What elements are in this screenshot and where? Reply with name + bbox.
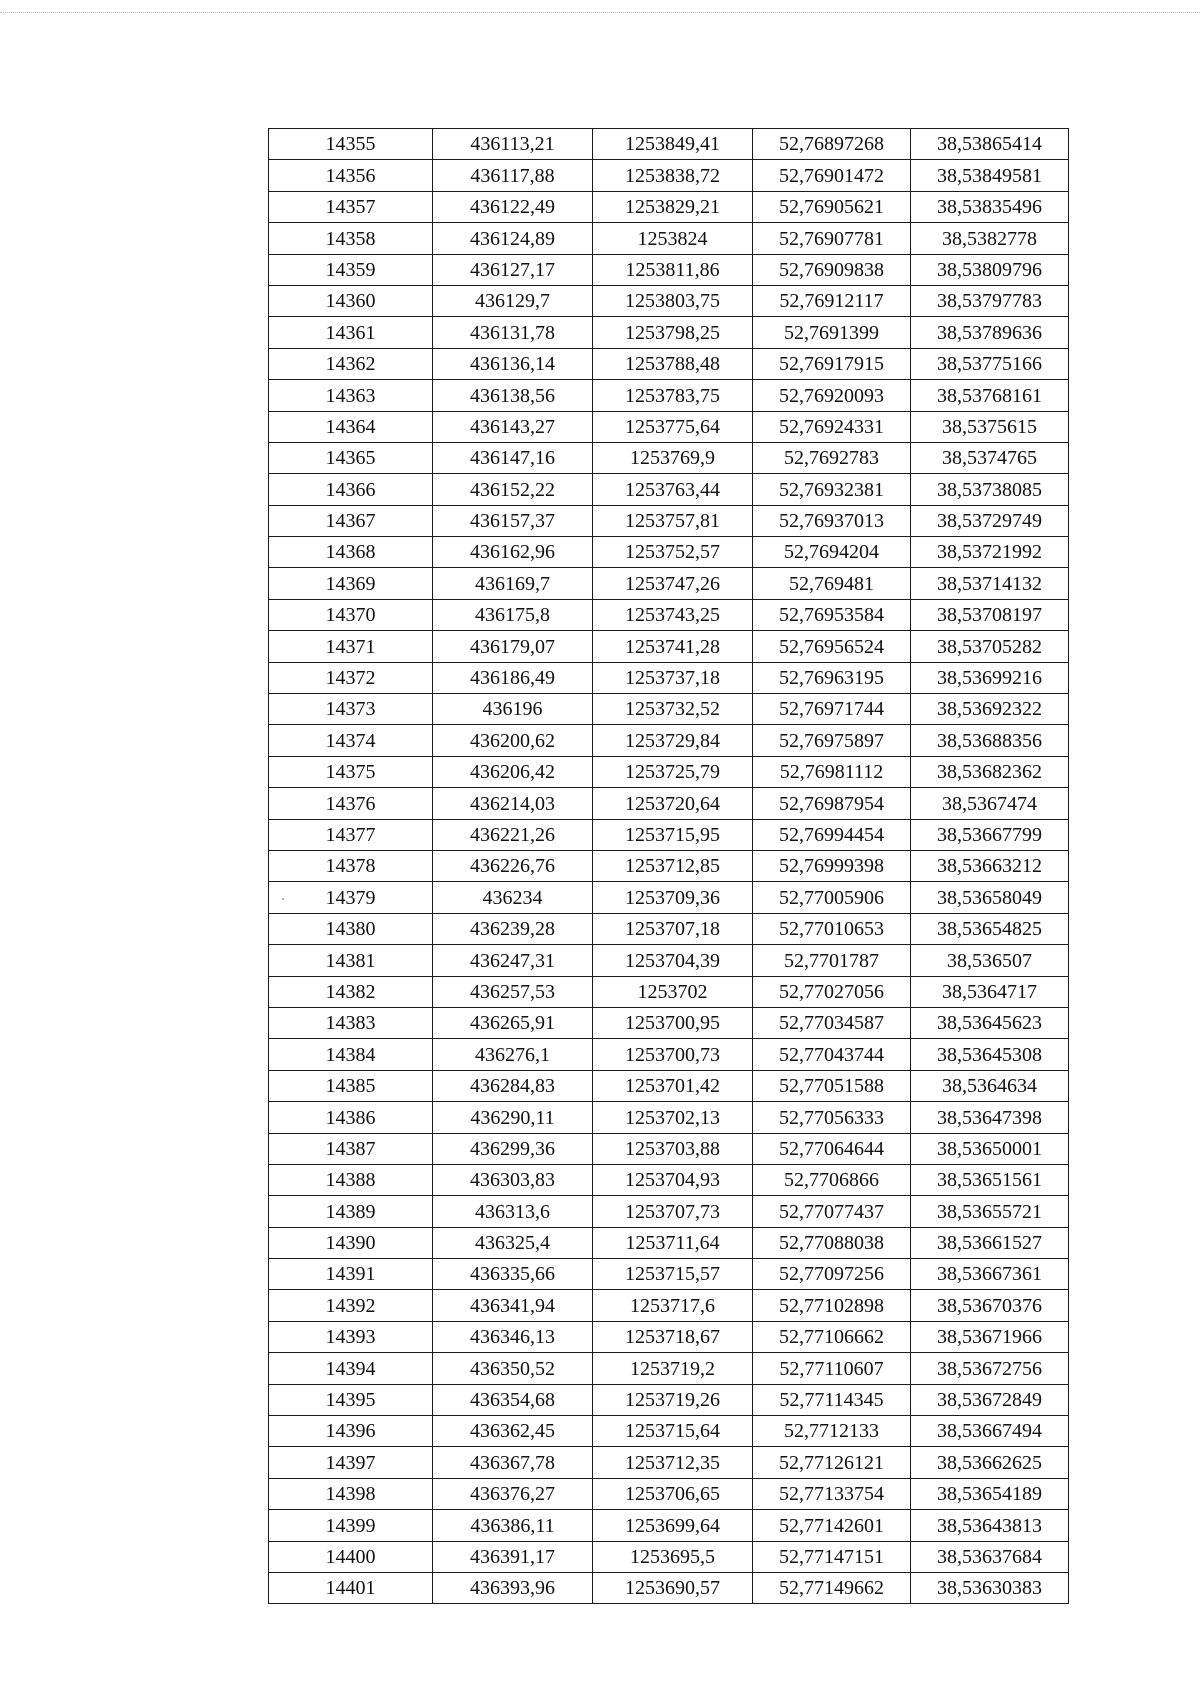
x-coordinate-cell: 436265,91 [433, 1007, 593, 1038]
point-number-cell: 14376 [269, 788, 433, 819]
longitude-cell: 38,53655721 [911, 1196, 1069, 1227]
longitude-cell: 38,5364717 [911, 976, 1069, 1007]
x-coordinate-cell: 436313,6 [433, 1196, 593, 1227]
latitude-cell: 52,77043744 [753, 1039, 911, 1070]
point-number-cell: 14399 [269, 1510, 433, 1541]
table-row [269, 1510, 1069, 1541]
latitude-cell: 52,77051588 [753, 1070, 911, 1101]
latitude-cell: 52,77110607 [753, 1353, 911, 1384]
longitude-cell: 38,53645623 [911, 1007, 1069, 1038]
table-row [269, 1007, 1069, 1038]
x-coordinate-cell: 436129,7 [433, 285, 593, 316]
x-coordinate-cell: 436391,17 [433, 1541, 593, 1572]
y-coordinate-cell: 1253707,18 [593, 913, 753, 944]
longitude-cell: 38,53672756 [911, 1353, 1069, 1384]
y-coordinate-cell: 1253743,25 [593, 599, 753, 630]
point-number-cell: 14385 [269, 1070, 433, 1101]
latitude-cell: 52,76905621 [753, 191, 911, 222]
table-row [269, 254, 1069, 285]
longitude-cell: 38,53645308 [911, 1039, 1069, 1070]
y-coordinate-cell: 1253715,57 [593, 1259, 753, 1290]
latitude-cell: 52,77064644 [753, 1133, 911, 1164]
longitude-cell: 38,5375615 [911, 411, 1069, 442]
table-row [269, 976, 1069, 1007]
x-coordinate-cell: 436257,53 [433, 976, 593, 1007]
table-row [269, 1070, 1069, 1101]
latitude-cell: 52,7694204 [753, 537, 911, 568]
longitude-cell: 38,53797783 [911, 285, 1069, 316]
x-coordinate-cell: 436136,14 [433, 348, 593, 379]
point-number-cell: 14387 [269, 1133, 433, 1164]
y-coordinate-cell: 1253752,57 [593, 537, 753, 568]
point-number-cell: 14368 [269, 537, 433, 568]
x-coordinate-cell: 436393,96 [433, 1572, 593, 1603]
x-coordinate-cell: 436239,28 [433, 913, 593, 944]
latitude-cell: 52,76907781 [753, 223, 911, 254]
x-coordinate-cell: 436117,88 [433, 160, 593, 191]
y-coordinate-cell: 1253720,64 [593, 788, 753, 819]
x-coordinate-cell: 436367,78 [433, 1447, 593, 1478]
latitude-cell: 52,77077437 [753, 1196, 911, 1227]
table-row [269, 756, 1069, 787]
latitude-cell: 52,76953584 [753, 599, 911, 630]
latitude-cell: 52,77106662 [753, 1321, 911, 1352]
x-coordinate-cell: 436214,03 [433, 788, 593, 819]
table-row [269, 505, 1069, 536]
x-coordinate-cell: 436346,13 [433, 1321, 593, 1352]
table-row [269, 1541, 1069, 1572]
y-coordinate-cell: 1253788,48 [593, 348, 753, 379]
table-row [269, 317, 1069, 348]
point-number-cell: 14395 [269, 1384, 433, 1415]
scan-edge-line [0, 12, 1200, 13]
longitude-cell: 38,53705282 [911, 631, 1069, 662]
point-number-cell: 14358 [269, 223, 433, 254]
point-number-cell: 14394 [269, 1353, 433, 1384]
latitude-cell: 52,76901472 [753, 160, 911, 191]
table-row [269, 819, 1069, 850]
point-number-cell: 14393 [269, 1321, 433, 1352]
table-row [269, 1478, 1069, 1509]
point-number-cell: 14401 [269, 1572, 433, 1603]
latitude-cell: 52,76963195 [753, 662, 911, 693]
latitude-cell: 52,7691399 [753, 317, 911, 348]
table-row [269, 568, 1069, 599]
point-number-cell: 14363 [269, 380, 433, 411]
longitude-cell: 38,53721992 [911, 537, 1069, 568]
x-coordinate-cell: 436122,49 [433, 191, 593, 222]
latitude-cell: 52,77056333 [753, 1102, 911, 1133]
y-coordinate-cell: 1253732,52 [593, 694, 753, 725]
longitude-cell: 38,53630383 [911, 1572, 1069, 1603]
latitude-cell: 52,76917915 [753, 348, 911, 379]
longitude-cell: 38,53654825 [911, 913, 1069, 944]
y-coordinate-cell: 1253717,6 [593, 1290, 753, 1321]
x-coordinate-cell: 436162,96 [433, 537, 593, 568]
table-row [269, 631, 1069, 662]
latitude-cell: 52,76999398 [753, 850, 911, 881]
longitude-cell: 38,53688356 [911, 725, 1069, 756]
point-number-cell: 14390 [269, 1227, 433, 1258]
point-number-cell: 14378 [269, 850, 433, 881]
table-row [269, 1572, 1069, 1603]
x-coordinate-cell: 436147,16 [433, 442, 593, 473]
longitude-cell: 38,53663212 [911, 850, 1069, 881]
x-coordinate-cell: 436303,83 [433, 1164, 593, 1195]
x-coordinate-cell: 436152,22 [433, 474, 593, 505]
longitude-cell: 38,53865414 [911, 129, 1069, 160]
table-row [269, 788, 1069, 819]
table-row [269, 1133, 1069, 1164]
x-coordinate-cell: 436131,78 [433, 317, 593, 348]
point-number-cell: 14360 [269, 285, 433, 316]
point-number-cell: 14372 [269, 662, 433, 693]
x-coordinate-cell: 436206,42 [433, 756, 593, 787]
longitude-cell: 38,53643813 [911, 1510, 1069, 1541]
point-number-cell: 14382 [269, 976, 433, 1007]
longitude-cell: 38,53835496 [911, 191, 1069, 222]
y-coordinate-cell: 1253803,75 [593, 285, 753, 316]
x-coordinate-cell: 436299,36 [433, 1133, 593, 1164]
latitude-cell: 52,77126121 [753, 1447, 911, 1478]
latitude-cell: 52,77142601 [753, 1510, 911, 1541]
point-number-cell: 14366 [269, 474, 433, 505]
y-coordinate-cell: 1253747,26 [593, 568, 753, 599]
point-number-cell: 14400 [269, 1541, 433, 1572]
longitude-cell: 38,53714132 [911, 568, 1069, 599]
y-coordinate-cell: 1253798,25 [593, 317, 753, 348]
x-coordinate-cell: 436124,89 [433, 223, 593, 254]
y-coordinate-cell: 1253811,86 [593, 254, 753, 285]
point-number-cell: 14388 [269, 1164, 433, 1195]
y-coordinate-cell: 1253719,26 [593, 1384, 753, 1415]
latitude-cell: 52,77114345 [753, 1384, 911, 1415]
y-coordinate-cell: 1253704,39 [593, 945, 753, 976]
longitude-cell: 38,53654189 [911, 1478, 1069, 1509]
latitude-cell: 52,7706866 [753, 1164, 911, 1195]
latitude-cell: 52,77097256 [753, 1259, 911, 1290]
y-coordinate-cell: 1253701,42 [593, 1070, 753, 1101]
y-coordinate-cell: 1253711,64 [593, 1227, 753, 1258]
point-number-cell: 14371 [269, 631, 433, 662]
longitude-cell: 38,53692322 [911, 694, 1069, 725]
x-coordinate-cell: 436226,76 [433, 850, 593, 881]
longitude-cell: 38,53672849 [911, 1384, 1069, 1415]
longitude-cell: 38,53775166 [911, 348, 1069, 379]
latitude-cell: 52,7712133 [753, 1416, 911, 1447]
point-number-cell: 14397 [269, 1447, 433, 1478]
x-coordinate-cell: 436169,7 [433, 568, 593, 599]
point-number-cell: 14359 [269, 254, 433, 285]
latitude-cell: 52,77147151 [753, 1541, 911, 1572]
x-coordinate-cell: 436196 [433, 694, 593, 725]
x-coordinate-cell: 436138,56 [433, 380, 593, 411]
x-coordinate-cell: 436325,4 [433, 1227, 593, 1258]
latitude-cell: 52,76909838 [753, 254, 911, 285]
latitude-cell: 52,77005906 [753, 882, 911, 913]
point-number-cell: 14383 [269, 1007, 433, 1038]
y-coordinate-cell: 1253707,73 [593, 1196, 753, 1227]
x-coordinate-cell: 436179,07 [433, 631, 593, 662]
x-coordinate-cell: 436335,66 [433, 1259, 593, 1290]
y-coordinate-cell: 1253700,95 [593, 1007, 753, 1038]
table-row [269, 662, 1069, 693]
point-number-cell: 14384 [269, 1039, 433, 1070]
longitude-cell: 38,53637684 [911, 1541, 1069, 1572]
table-row [269, 1416, 1069, 1447]
point-number-cell: 14392 [269, 1290, 433, 1321]
longitude-cell: 38,53789636 [911, 317, 1069, 348]
table-row [269, 129, 1069, 160]
latitude-cell: 52,7701787 [753, 945, 911, 976]
y-coordinate-cell: 1253838,72 [593, 160, 753, 191]
table-row [269, 1227, 1069, 1258]
table-row [269, 882, 1069, 913]
table-row [269, 474, 1069, 505]
table-row [269, 160, 1069, 191]
table-row [269, 380, 1069, 411]
y-coordinate-cell: 1253757,81 [593, 505, 753, 536]
point-number-cell: 14381 [269, 945, 433, 976]
longitude-cell: 38,53650001 [911, 1133, 1069, 1164]
longitude-cell: 38,5374765 [911, 442, 1069, 473]
table-row [269, 599, 1069, 630]
table-row [269, 191, 1069, 222]
table-row [269, 694, 1069, 725]
y-coordinate-cell: 1253737,18 [593, 662, 753, 693]
y-coordinate-cell: 1253829,21 [593, 191, 753, 222]
table-row [269, 1447, 1069, 1478]
y-coordinate-cell: 1253695,5 [593, 1541, 753, 1572]
latitude-cell: 52,77088038 [753, 1227, 911, 1258]
table-row [269, 945, 1069, 976]
longitude-cell: 38,53667799 [911, 819, 1069, 850]
y-coordinate-cell: 1253702 [593, 976, 753, 1007]
table-row [269, 537, 1069, 568]
longitude-cell: 38,53667494 [911, 1416, 1069, 1447]
table-row [269, 1164, 1069, 1195]
y-coordinate-cell: 1253849,41 [593, 129, 753, 160]
y-coordinate-cell: 1253824 [593, 223, 753, 254]
x-coordinate-cell: 436376,27 [433, 1478, 593, 1509]
longitude-cell: 38,53729749 [911, 505, 1069, 536]
table-row [269, 442, 1069, 473]
longitude-cell: 38,53651561 [911, 1164, 1069, 1195]
latitude-cell: 52,76975897 [753, 725, 911, 756]
x-coordinate-cell: 436186,49 [433, 662, 593, 693]
point-number-cell: 14377 [269, 819, 433, 850]
longitude-cell: 38,53809796 [911, 254, 1069, 285]
longitude-cell: 38,53699216 [911, 662, 1069, 693]
x-coordinate-cell: 436354,68 [433, 1384, 593, 1415]
longitude-cell: 38,53671966 [911, 1321, 1069, 1352]
x-coordinate-cell: 436143,27 [433, 411, 593, 442]
y-coordinate-cell: 1253703,88 [593, 1133, 753, 1164]
coordinates-table [268, 128, 1069, 1604]
point-number-cell: 14362 [269, 348, 433, 379]
y-coordinate-cell: 1253725,79 [593, 756, 753, 787]
x-coordinate-cell: 436113,21 [433, 129, 593, 160]
y-coordinate-cell: 1253709,36 [593, 882, 753, 913]
longitude-cell: 38,53768161 [911, 380, 1069, 411]
point-number-cell: 14369 [269, 568, 433, 599]
longitude-cell: 38,53661527 [911, 1227, 1069, 1258]
y-coordinate-cell: 1253712,85 [593, 850, 753, 881]
longitude-cell: 38,53708197 [911, 599, 1069, 630]
latitude-cell: 52,77102898 [753, 1290, 911, 1321]
y-coordinate-cell: 1253729,84 [593, 725, 753, 756]
latitude-cell: 52,76920093 [753, 380, 911, 411]
point-number-cell: 14370 [269, 599, 433, 630]
point-number-cell: 14361 [269, 317, 433, 348]
y-coordinate-cell: 1253712,35 [593, 1447, 753, 1478]
point-number-cell: 14367 [269, 505, 433, 536]
longitude-cell: 38,5382778 [911, 223, 1069, 254]
point-number-cell: 14357 [269, 191, 433, 222]
point-number-cell: 14356 [269, 160, 433, 191]
y-coordinate-cell: 1253719,2 [593, 1353, 753, 1384]
latitude-cell: 52,76912117 [753, 285, 911, 316]
x-coordinate-cell: 436284,83 [433, 1070, 593, 1101]
longitude-cell: 38,5364634 [911, 1070, 1069, 1101]
point-number-cell: 14398 [269, 1478, 433, 1509]
y-coordinate-cell: 1253702,13 [593, 1102, 753, 1133]
x-coordinate-cell: 436127,17 [433, 254, 593, 285]
y-coordinate-cell: 1253704,93 [593, 1164, 753, 1195]
x-coordinate-cell: 436247,31 [433, 945, 593, 976]
scan-speck [282, 898, 284, 900]
latitude-cell: 52,76971744 [753, 694, 911, 725]
latitude-cell: 52,76981112 [753, 756, 911, 787]
x-coordinate-cell: 436290,11 [433, 1102, 593, 1133]
longitude-cell: 38,53849581 [911, 160, 1069, 191]
table-row [269, 1290, 1069, 1321]
point-number-cell: 14391 [269, 1259, 433, 1290]
table-row [269, 1259, 1069, 1290]
table-row [269, 850, 1069, 881]
y-coordinate-cell: 1253769,9 [593, 442, 753, 473]
latitude-cell: 52,7692783 [753, 442, 911, 473]
latitude-cell: 52,77010653 [753, 913, 911, 944]
x-coordinate-cell: 436221,26 [433, 819, 593, 850]
point-number-cell: 14386 [269, 1102, 433, 1133]
longitude-cell: 38,53658049 [911, 882, 1069, 913]
point-number-cell: 14396 [269, 1416, 433, 1447]
longitude-cell: 38,53662625 [911, 1447, 1069, 1478]
y-coordinate-cell: 1253690,57 [593, 1572, 753, 1603]
y-coordinate-cell: 1253699,64 [593, 1510, 753, 1541]
x-coordinate-cell: 436175,8 [433, 599, 593, 630]
longitude-cell: 38,536507 [911, 945, 1069, 976]
y-coordinate-cell: 1253783,75 [593, 380, 753, 411]
table-row [269, 1384, 1069, 1415]
latitude-cell: 52,76994454 [753, 819, 911, 850]
point-number-cell: 14375 [269, 756, 433, 787]
coordinates-table-body [269, 129, 1069, 1604]
longitude-cell: 38,53647398 [911, 1102, 1069, 1133]
latitude-cell: 52,76932381 [753, 474, 911, 505]
point-number-cell: 14373 [269, 694, 433, 725]
point-number-cell: 14365 [269, 442, 433, 473]
point-number-cell: 14364 [269, 411, 433, 442]
latitude-cell: 52,76924331 [753, 411, 911, 442]
latitude-cell: 52,77133754 [753, 1478, 911, 1509]
y-coordinate-cell: 1253715,95 [593, 819, 753, 850]
y-coordinate-cell: 1253741,28 [593, 631, 753, 662]
table-row [269, 725, 1069, 756]
point-number-cell: 14379 [269, 882, 433, 913]
y-coordinate-cell: 1253718,67 [593, 1321, 753, 1352]
latitude-cell: 52,77034587 [753, 1007, 911, 1038]
coordinates-table-container [268, 128, 1068, 1604]
table-row [269, 1039, 1069, 1070]
latitude-cell: 52,77027056 [753, 976, 911, 1007]
x-coordinate-cell: 436234 [433, 882, 593, 913]
table-row [269, 913, 1069, 944]
x-coordinate-cell: 436276,1 [433, 1039, 593, 1070]
longitude-cell: 38,53738085 [911, 474, 1069, 505]
longitude-cell: 38,53667361 [911, 1259, 1069, 1290]
table-row [269, 411, 1069, 442]
x-coordinate-cell: 436157,37 [433, 505, 593, 536]
x-coordinate-cell: 436362,45 [433, 1416, 593, 1447]
point-number-cell: 14374 [269, 725, 433, 756]
latitude-cell: 52,76987954 [753, 788, 911, 819]
table-row [269, 1102, 1069, 1133]
point-number-cell: 14355 [269, 129, 433, 160]
table-row [269, 285, 1069, 316]
table-row [269, 1353, 1069, 1384]
longitude-cell: 38,53670376 [911, 1290, 1069, 1321]
x-coordinate-cell: 436386,11 [433, 1510, 593, 1541]
x-coordinate-cell: 436200,62 [433, 725, 593, 756]
table-row [269, 348, 1069, 379]
latitude-cell: 52,76897268 [753, 129, 911, 160]
y-coordinate-cell: 1253763,44 [593, 474, 753, 505]
y-coordinate-cell: 1253715,64 [593, 1416, 753, 1447]
point-number-cell: 14389 [269, 1196, 433, 1227]
y-coordinate-cell: 1253775,64 [593, 411, 753, 442]
latitude-cell: 52,769481 [753, 568, 911, 599]
point-number-cell: 14380 [269, 913, 433, 944]
latitude-cell: 52,76937013 [753, 505, 911, 536]
table-row [269, 1321, 1069, 1352]
table-row [269, 1196, 1069, 1227]
x-coordinate-cell: 436350,52 [433, 1353, 593, 1384]
longitude-cell: 38,53682362 [911, 756, 1069, 787]
latitude-cell: 52,76956524 [753, 631, 911, 662]
x-coordinate-cell: 436341,94 [433, 1290, 593, 1321]
latitude-cell: 52,77149662 [753, 1572, 911, 1603]
table-row [269, 223, 1069, 254]
y-coordinate-cell: 1253706,65 [593, 1478, 753, 1509]
y-coordinate-cell: 1253700,73 [593, 1039, 753, 1070]
longitude-cell: 38,5367474 [911, 788, 1069, 819]
